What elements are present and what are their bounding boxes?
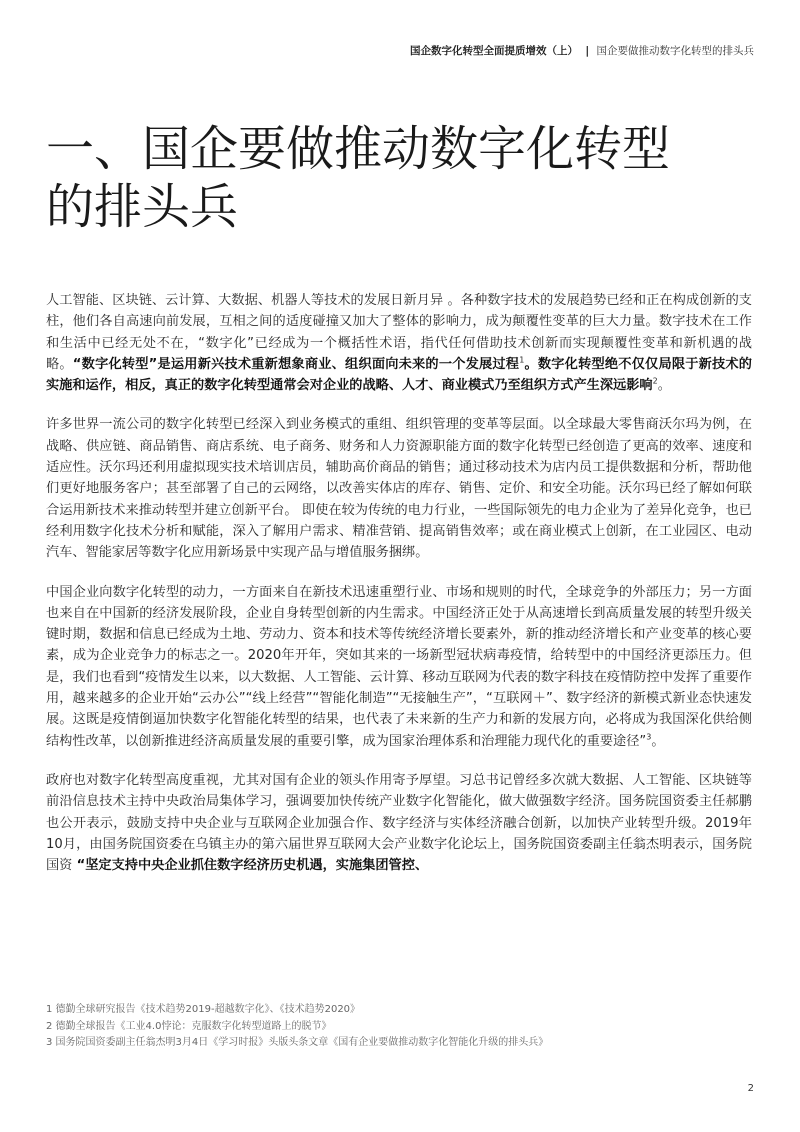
paragraph-2: 许多世界一流公司的数字化转型已经深入到业务模式的重组、组织管理的变革等层面。以全球最大零售商沃尔玛为例，在战略、供应链、商品销售、商店系统、电子商务、财务和人力资源职能方面的数字化转型已经创造了更高的效率、速度和适应性。沃尔玛还利用虚拟现实技术培训店员，辅助高价商品的销售；通过移动技术为店内员工提供数据和分析，帮助他们更好地服务客户；甚至部署了自己的云网络，以改善实体店的库存、销售、定价、和安全功能。沃尔玛已经了解如何联合运用新技术来推动转型并建立创新平台。 即使在较为传统的电力行业，一些国际领先的电力企业为了差异化竞争，也已经利用数字化技术分析和赋能，深入了解用户需求、精准营销、提高销售效率；或在商业模式上创新，在工业园区、电动汽车、智能家居等数字化应用新场景中实现产品与增值服务捆绑。 (46, 417, 752, 561)
running-header (410, 43, 754, 58)
paragraph-3-end: 。 (651, 733, 665, 749)
page-title-line-2: 的排头兵 (46, 179, 239, 235)
paragraph-4-text: 政府也对数字化转型高度重视，尤其对国有企业的领头作用寄予厚望。习总书记曾经多次就大数据、人工智能、区块链等前沿信息技术主持中央政治局集体学习，强调要加快传统产业数字化智能化，做大做强数字经济。国务院国资委主任郝鹏也公开表示，鼓励支持中央企业与互联网企业加强合作、数字经济与实体经济融合创新，以加快产业转型升级。2019年10月，由国务院国资委在乌镇主办的第六届世界互联网大会产业数字化论坛上，国务院国资委副主任翁杰明表示，国务院国资 (46, 772, 752, 874)
footnote-ref-3: 3 (646, 732, 652, 742)
paragraph-3 (46, 582, 752, 752)
footnotes (46, 1002, 752, 1052)
footnote-ref-2: 2 (652, 376, 658, 386)
paragraph-4 (46, 770, 752, 876)
paragraph-3-text: 中国企业向数字化转型的动力，一方面来自在新技术迅速重塑行业、市场和规则的时代，全球竞争的外部压力；另一方面也来自在中国新的经济发展阶段，企业自身转型创新的内生需求。中国经济正处于从高速增长到高质量发展的转型升级关键时期，数据和信息已经成为土地、劳动力、资本和技术等传统经济增长要素外，新的推动经济增长和产业变革的核心要素，成为企业竞争力的标志之一。2020年开年，突如其来的一场新型冠状病毒疫情，给转型中的中国经济更添压力。但是，我们也看到“疫情发生以来，以大数据、人工智能、云计算、移动互联网为代表的数字科技在疫情防控中发挥了重要作用，越来越多的企业开始“云办公”“线上经营”“智能化制造”“无接触生产”，“互联网＋”、数字经济的新模式新业态快速发展。这既是疫情倒逼加快数字化智能化转型的结果，也代表了未来新的生产力和新的发展方向，必将成为我国深化供给侧结构性改革，以创新推进经济高质量发展的重要引擎，成为国家治理体系和治理能力现代化的重要途径” (46, 584, 752, 749)
paragraph-1-intro: 人工智能、区块链、云计算、大数据、机器人等技术的发展日新月异 。各种数字技术的发展趋势已经和正在构成创新的支柱，他们各自高速向前发展，互相之间的适度碰撞又加大了整体的影响力，成为颠覆性变革的巨大力量。数字技术在工作和生活中已经无处不在，“数字化”已经成为一个概括性术语，指代任何借助技术创新而实现颠覆性变革和新机遇的战略。 (46, 293, 752, 372)
header-doc-title: 国企数字化转型全面提质增效（上） (409, 45, 578, 57)
page-number: 2 (747, 1083, 754, 1094)
footnote-3: 3 国务院国资委副主任翁杰明3月4日《学习时报》头版头条文章《国有企业要做推动数字化智能化升级的排头兵》 (46, 1037, 549, 1048)
paragraph-1-end: 。 (657, 378, 671, 394)
body-text (46, 290, 752, 894)
paragraph-4-bold-quote: “坚定支持中央企业抓住数字经济历史机遇，实施集团管控、 (76, 858, 429, 874)
page-title-line-1: 一、国企要做推动数字化转型 (46, 121, 671, 177)
footnote-1: 1 德勤全球研究报告《技术趋势2019-超越数字化》、《技术趋势2020》 (46, 1004, 361, 1015)
footnote-ref-1: 1 (519, 355, 525, 365)
footnote-2: 2 德勤全球报告《工业4.0悖论：克服数字化转型道路上的脱节》 (46, 1020, 332, 1032)
page-title (46, 120, 766, 236)
header-separator: | (585, 45, 590, 57)
paragraph-1 (46, 290, 752, 396)
header-section-title: 国企要做推动数字化转型的排头兵 (596, 45, 754, 57)
paragraph-1-bold-definition: “数字化转型”是运用新兴技术重新想象商业、组织面向未来的一个发展过程 (72, 356, 520, 372)
paragraph-1-bold-impact: 。数字化转型绝不仅仅局限于新技术的实施和运作，相反，真正的数字化转型通常会对企业的战略、人才、商业模式乃至组织方式产生深远影响 (46, 356, 752, 394)
